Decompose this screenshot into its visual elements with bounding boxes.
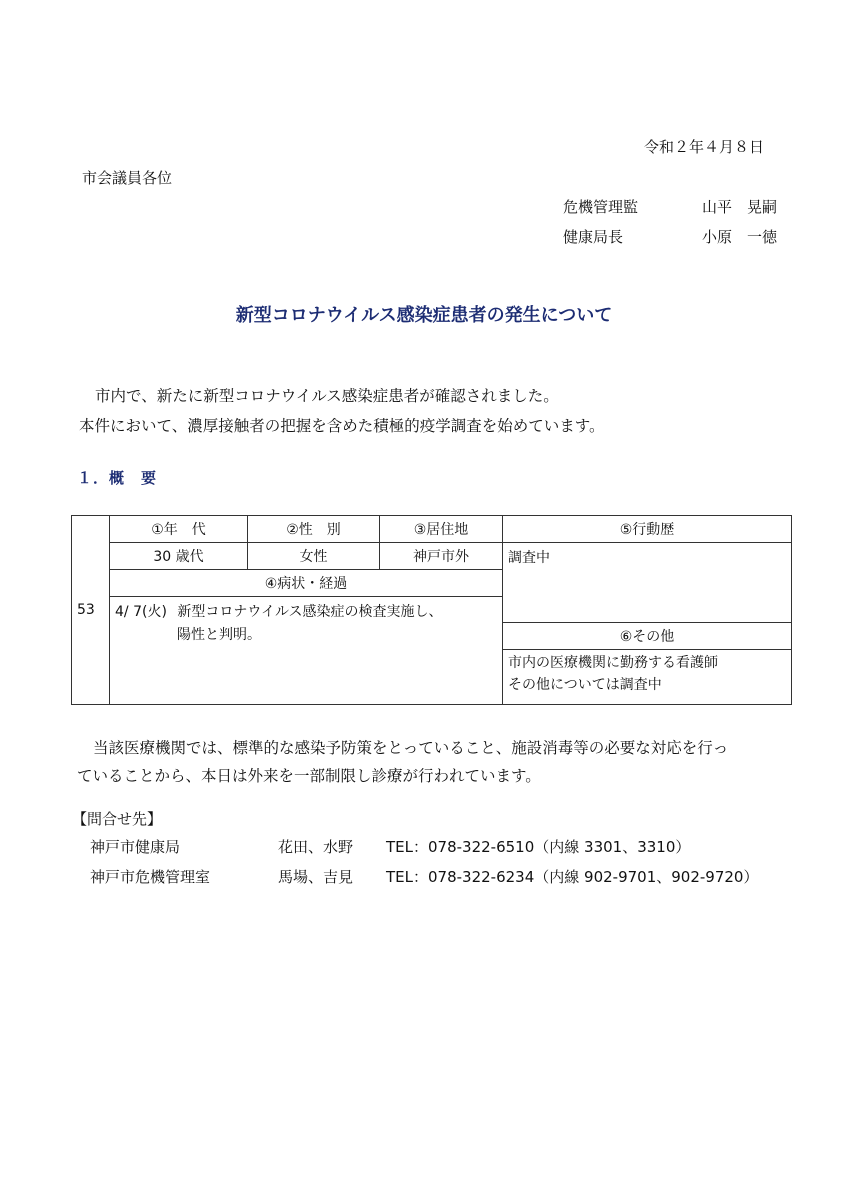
contact-names-health: 花田、水野: [278, 838, 354, 856]
case-number-cell-mid: [72, 543, 110, 570]
value-other: [503, 650, 792, 705]
document-date: 令和２年４月８日: [644, 138, 765, 156]
section-heading-overview: １．概 要: [77, 469, 158, 487]
header-other: ⑥その他: [503, 623, 792, 650]
sender-title-crisis: 危機管理監: [563, 198, 639, 216]
value-sex: 女性: [248, 543, 380, 570]
symptom-line-1: 新型コロナウイルス感染症の検査実施し、: [177, 604, 443, 620]
value-age: 30 歳代: [110, 543, 248, 570]
sender-title-health: 健康局長: [563, 228, 624, 246]
intro-line-1: 市内で、新たに新型コロナウイルス感染症患者が確認されました。: [95, 387, 559, 405]
other-line-1: 市内の医療機関に勤務する看護師: [508, 655, 718, 671]
symptom-line-2: 陽性と判明。: [177, 627, 261, 643]
symptom-date: 4/ 7(火): [115, 604, 167, 620]
case-number-cell-bottom: [72, 650, 110, 705]
other-line-2: その他については調査中: [508, 677, 662, 693]
value-activity: 調査中: [503, 543, 792, 623]
case-number: 53: [72, 597, 110, 623]
case-number-cell-mid2: [72, 570, 110, 597]
addressee: 市会議員各位: [82, 169, 173, 187]
header-activity: ⑤行動歴: [503, 516, 792, 543]
contact-tel-health: TEL：078-322-6510（内線 3301、3310）: [386, 838, 691, 856]
contact-org-health: 神戸市健康局: [90, 838, 181, 856]
value-residence: 神戸市外: [380, 543, 503, 570]
note-line-2: ていることから、本日は外来を一部制限し診療が行われています。: [77, 767, 541, 785]
case-table: [71, 515, 792, 705]
sender-name-crisis: 山平 晃嗣: [702, 198, 778, 216]
contact-names-crisis: 馬場、吉見: [278, 868, 354, 886]
note-line-1: 当該医療機関では、標準的な感染予防策をとっていること、施設消毒等の必要な対応を行っ: [93, 739, 729, 757]
case-number-cell-low: [72, 623, 110, 650]
sender-name-health: 小原 一徳: [702, 228, 778, 246]
contact-tel-crisis: TEL：078-322-6234（内線 902-9701、902-9720）: [386, 868, 759, 886]
header-residence: ③居住地: [380, 516, 503, 543]
case-number-cell-top: [72, 516, 110, 543]
header-sex: ②性 別: [248, 516, 380, 543]
contact-heading: 【問合せ先】: [72, 810, 163, 828]
contact-org-crisis: 神戸市危機管理室: [90, 868, 211, 886]
value-symptoms: [110, 597, 503, 705]
header-age: ①年 代: [110, 516, 248, 543]
header-symptoms: ④病状・経過: [110, 570, 503, 597]
intro-line-2: 本件において、濃厚接触者の把握を含めた積極的疫学調査を始めています。: [79, 417, 605, 435]
document-title: 新型コロナウイルス感染症患者の発生について: [235, 305, 613, 326]
